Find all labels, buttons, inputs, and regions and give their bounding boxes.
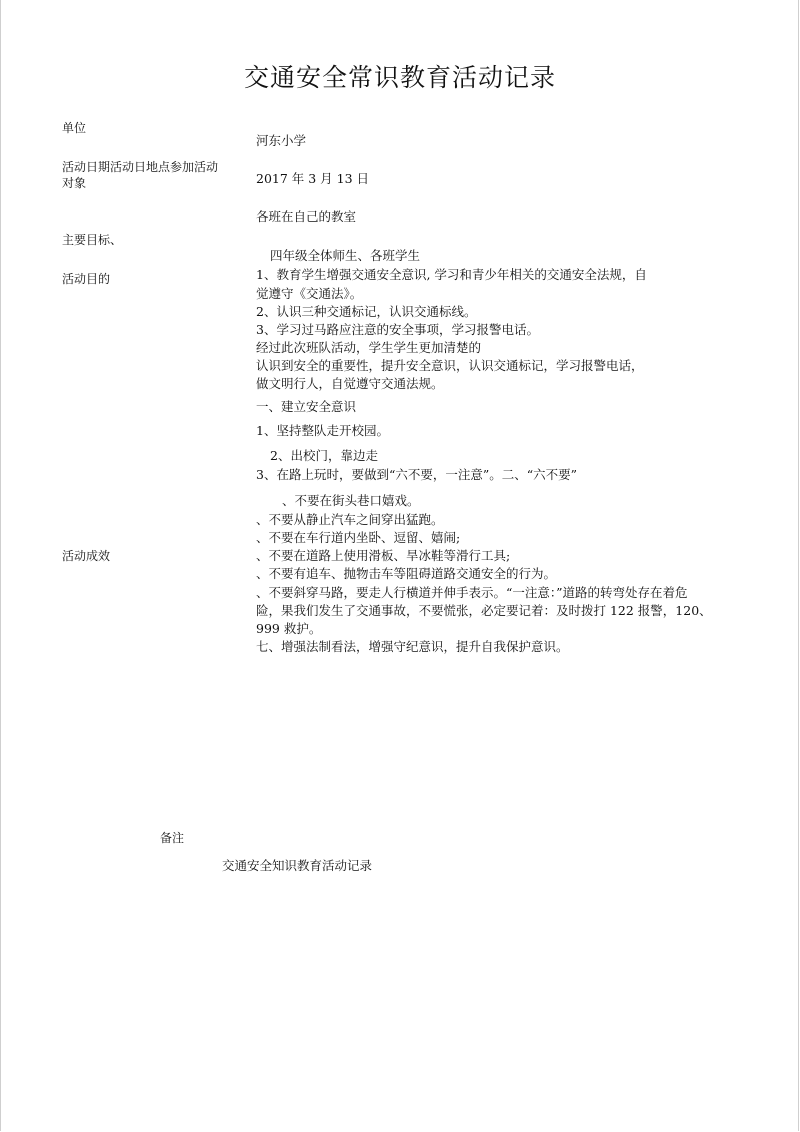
content-line: 、不要在车行道内坐卧、逗留、嬉闹;	[256, 530, 461, 545]
purpose-line: 经过此次班队活动，学生学生更加清楚的	[256, 340, 482, 355]
label-purpose: 活动目的	[62, 272, 111, 286]
value-date: 2017 年 3 月 13 日	[256, 171, 370, 186]
label-main-goal: 主要目标、	[62, 233, 123, 247]
footer-title: 交通安全知识教育活动记录	[222, 858, 373, 873]
content-line: 、不要从静止汽车之间穿出猛跑。	[256, 512, 444, 527]
label-remark: 备注	[160, 831, 185, 845]
purpose-line: 3、学习过马路应注意的安全事项，学习报警电话。	[256, 322, 539, 337]
content-line: 、不要在道路上使用滑板、旱冰鞋等滑行工具;	[256, 548, 511, 563]
content-line: 999 救护。	[256, 621, 322, 636]
content-line: 2、出校门，靠边走	[270, 448, 378, 463]
content-line: 1、坚持整队走开校园。	[256, 423, 389, 438]
content-line: 、不要有追车、抛物击车等阻碍道路交通安全的行为。	[256, 566, 557, 581]
value-participants: 四年级全体师生、各班学生	[270, 248, 421, 263]
label-date-line2: 对象	[62, 176, 87, 190]
purpose-line: 2、认识三种交通标记，认识交通标线。	[256, 304, 477, 319]
content-line: 、不要斜穿马路，要走人行横道并伸手表示。“一注意：”道路的转弯处存在着危	[256, 585, 688, 600]
content-line: 、不要在街头巷口嬉戏。	[282, 493, 420, 508]
value-place: 各班在自己的教室	[256, 209, 357, 224]
label-result: 活动成效	[62, 549, 111, 563]
label-date-line1: 活动日期活动日地点参加活动	[62, 160, 219, 174]
content-line: 3、在路上玩时，要做到“六不要，一注意”。二、“六不要”	[256, 467, 578, 482]
content-line: 七、增强法制看法，增强守纪意识，提升自我保护意识。	[256, 639, 569, 654]
content-line: 险，果我们发生了交通事故，不要慌张，必定要记着：及时拨打 122 报警，120、	[256, 603, 712, 618]
purpose-line: 做文明行人，自觉遵守交通法规。	[256, 376, 444, 391]
purpose-line: 觉遵守《交通法》。	[256, 286, 363, 301]
content-line: 一、建立安全意识	[256, 399, 357, 414]
label-unit: 单位	[62, 121, 87, 135]
purpose-line: 认识到安全的重要性，提升安全意识，认识交通标记，学习报警电话，	[256, 358, 644, 373]
document-title: 交通安全常识教育活动记录	[243, 63, 556, 92]
value-unit: 河东小学	[256, 133, 307, 148]
purpose-line: 1、教育学生增强交通安全意识, 学习和青少年相关的交通安全法规，自	[256, 267, 647, 282]
